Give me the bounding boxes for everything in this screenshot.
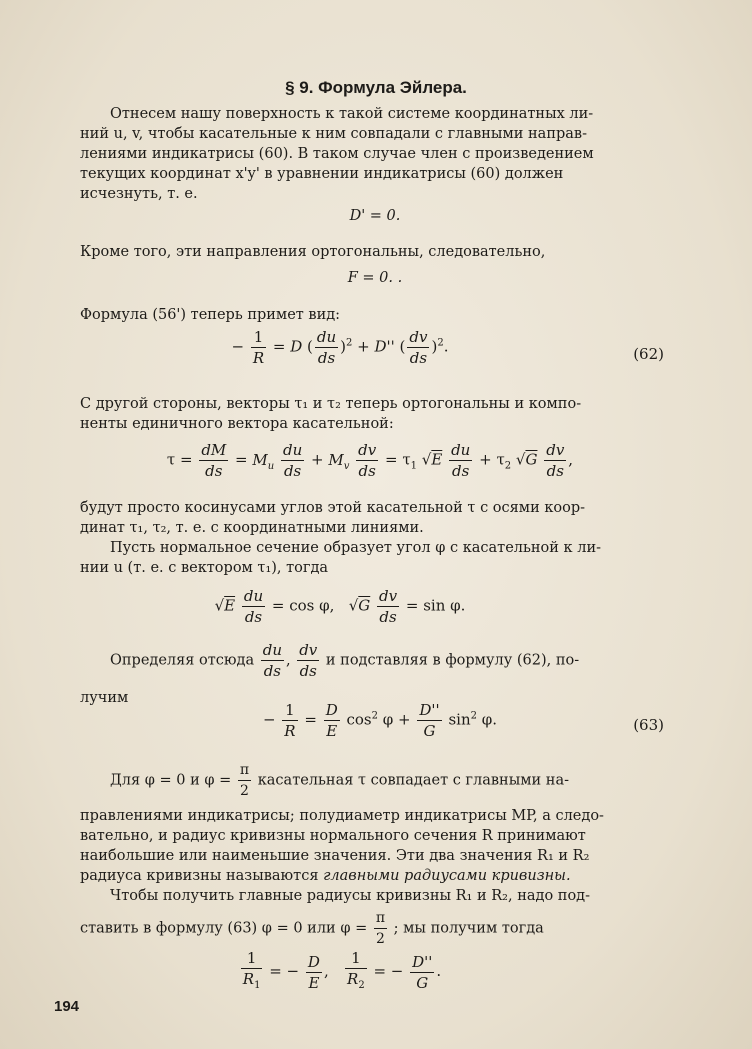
text-line-pi-2: ставить в формулу (63) φ = 0 или φ = $\frac{\pi}{2}$ ; мы получим тогда: [80, 910, 544, 947]
text-line: правлениями индикатрисы; полудиаметр индикатрисы MP, а следо-: [80, 808, 604, 824]
equation-number: (62): [633, 345, 664, 363]
equation-63: − $\frac{1}{R}$ = $\frac{D}{E}$ $\cos^2 \varphi$ + $\frac{D''}{G}$ $\sin^2 \varphi$.: [262, 701, 498, 740]
text-line: динат τ₁, τ₂, т. е. с координатными линиями.: [80, 520, 424, 536]
equation-d: D' = 0.: [349, 208, 401, 224]
equation-principal-radii: $\frac{1}{R_1}$ = − $\frac{D}{E}$ , $\frac{1}{R_2}$ = − $\frac{D''}{G}$ .: [242, 949, 442, 992]
text-line: Отнесем нашу поверхность к такой системе координатных ли-: [110, 106, 594, 122]
text-fragment: ; мы получим тогда: [393, 920, 544, 937]
text-fragment: Для φ = 0 и φ =: [110, 772, 232, 789]
text-line: ненты единичного вектора касательной:: [80, 416, 394, 432]
text-line: лучим: [80, 690, 129, 706]
text-line: исчезнуть, т. е.: [80, 186, 198, 202]
text-line-pi: Для φ = 0 и φ = $\frac{\pi}{2}$ касательная τ совпадает с главными на-: [110, 762, 570, 799]
text-fragment: Определяя отсюда: [110, 652, 255, 669]
section-heading: § 9. Формула Эйлера.: [285, 78, 467, 97]
text-line: нии u (т. е. с вектором τ₁), тогда: [80, 560, 329, 576]
text-line: вательно, и радиус кривизны нормального сечения R принимают: [80, 828, 586, 844]
text-fragment: касательная τ совпадает с главными на-: [257, 772, 570, 789]
text-fragment: и подставляя в формулу (62), по-: [325, 652, 580, 669]
text-fragment: ставить в формулу (63) φ = 0 или φ =: [80, 920, 368, 937]
equation-number: (63): [633, 716, 664, 734]
text-line: наибольшие или наименьшие значения. Эти два значения R₁ и R₂: [80, 848, 590, 864]
text-fragment: радиуса кривизны называются: [80, 868, 319, 884]
equation-f: F = 0. .: [347, 270, 403, 286]
text-line: С другой стороны, векторы τ₁ и τ₂ теперь ортогональны и компо-: [80, 396, 582, 412]
text-line: Чтобы получить главные радиусы кривизны R₁ и R₂, надо под-: [110, 888, 591, 904]
text-line-fractions: Определяя отсюда $\frac{du}{ds}$ , $\frac{dv}{ds}$ и подставляя в формулу (62), по-: [110, 641, 580, 680]
equation-cos-sin: √E $\frac{du}{ds}$ = cos φ, √G $\frac{dv}{ds}$ = sin φ.: [214, 587, 466, 626]
emphasis-term: главными радиусами кривизны.: [323, 868, 571, 884]
page-number: 194: [54, 998, 80, 1015]
equation-tau: τ = $\frac{dM}{ds}$ = $M_u$ $\frac{du}{ds}$ + $M_v$ $\frac{dv}{ds}$ = $\tau_1$ √E $\frac{du}{ds}$ + $\tau_2$ √G $\frac{dv}{ds}$ ,: [166, 441, 574, 480]
text-line: Формула (56') теперь примет вид:: [80, 307, 341, 323]
text-line: [80, 866, 670, 886]
text-line: ний u, v, чтобы касательные к ним совпадали с главными направ-: [80, 126, 587, 142]
equation-62: − $\frac{1}{R}$ = D ( $\frac{du}{ds}$ )$^2$ + D'' ( $\frac{dv}{ds}$ )$^2$.: [231, 328, 449, 367]
text-line: Кроме того, эти направления ортогональны, следовательно,: [80, 244, 546, 260]
text-line: текущих координат x'y' в уравнении индикатрисы (60) должен: [80, 166, 564, 182]
text-line: Пусть нормальное сечение образует угол φ с касательной к ли-: [110, 540, 602, 556]
text-line: будут просто косинусами углов этой касательной τ с осями коор-: [80, 500, 586, 516]
text-line: лениями индикатрисы (60). В таком случае член с произведением: [80, 146, 594, 162]
